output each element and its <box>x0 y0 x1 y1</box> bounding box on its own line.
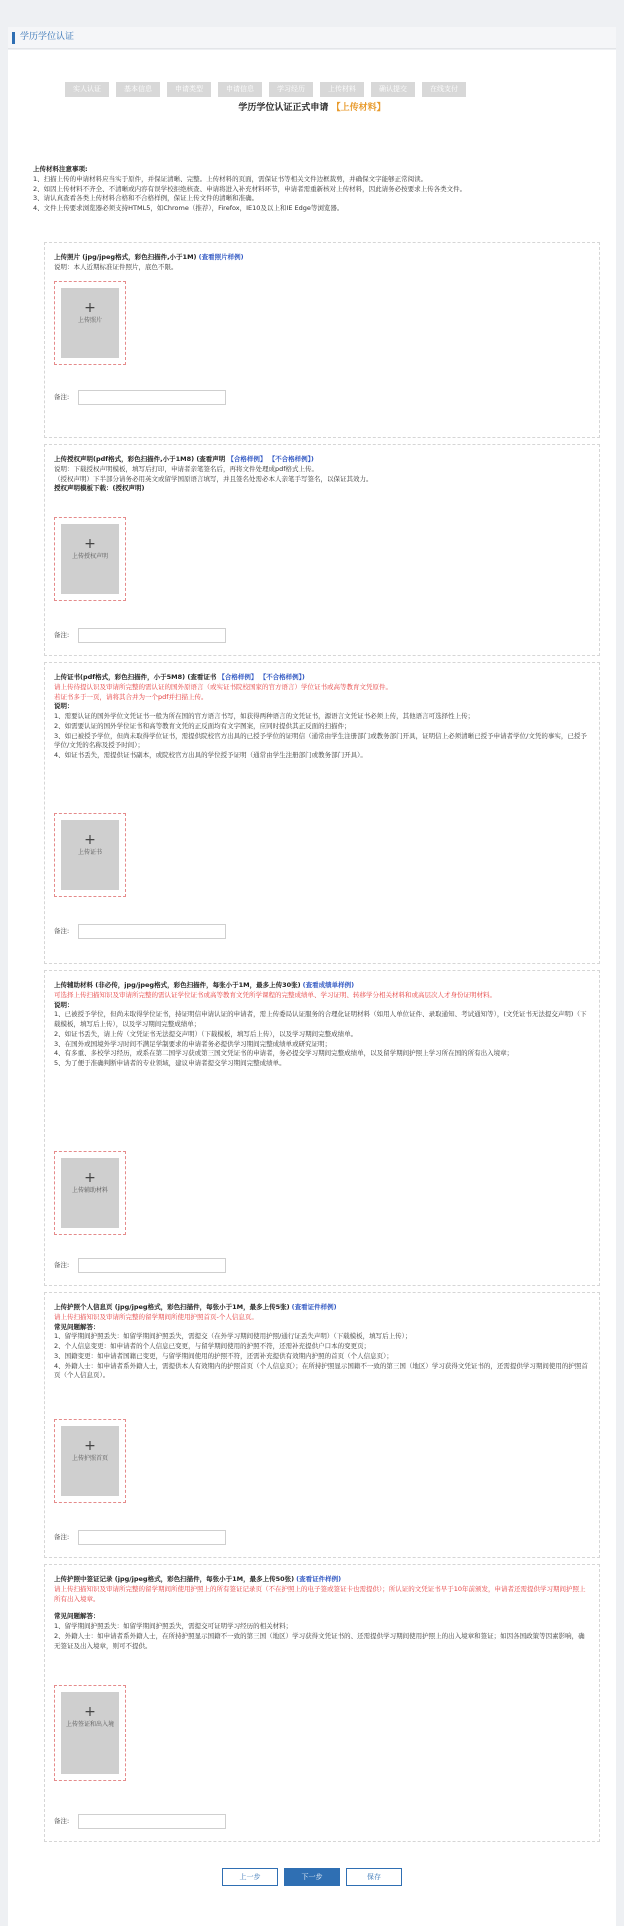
section-line: 2、如需要认证的国外学位证书和高等教育文凭的正反面均有文字图案，应同时提供其正反面的扫描件； <box>54 721 351 730</box>
section-passport <box>44 1292 600 1558</box>
remark-label: 备注: <box>54 1533 70 1541</box>
plus-icon: + <box>84 1170 96 1186</box>
section-title: 上传照片 (jpg/jpeg格式，彩色扫描件,小于1M) <box>54 253 197 261</box>
notice-item: 4、文件上传要求浏览器必须支持HTML5，如Chrome（推荐），Firefox，IE10及以上和IE Edge等浏览器。 <box>33 204 344 212</box>
notice-item: 3、请认真查看各类上传材料合格和不合格样例，保证上传文件的清晰和准确。 <box>33 194 259 203</box>
upload-notice <box>33 165 593 214</box>
section-visa <box>44 1564 600 1842</box>
section-line: 4、如证书丢失，需提供证书副本，或院校官方出具的学位授予证明（通常由学生注册部门或教务部门开具）。 <box>54 751 367 759</box>
section-line: 4、外籍人士：如申请者系外籍人士，需提供本人有效期内的护照首页（个人信息页）；在所持护照显示国籍不一致的第三国（地区）学习获得文凭证书的，还需提供学习期间使用的护照首页（个人信息页）。 <box>54 1361 588 1380</box>
form-title-text: 学历学位认证正式申请 <box>238 103 329 113</box>
upload-visa-button[interactable] <box>54 1685 126 1781</box>
step-8: 在线支付 <box>422 82 466 97</box>
remark-input[interactable] <box>78 390 226 405</box>
section-line: 若证书多于一页，请将其合并为一个pdf并扫描上传。 <box>54 692 208 701</box>
remark-input[interactable] <box>78 1814 226 1829</box>
notice-title: 上传材料注意事项: <box>33 165 88 173</box>
section-line: 说明：下载授权声明模板，填写后打印，申请者亲笔签名后，再将文件处理成pdf格式上传。 <box>54 464 319 473</box>
remark-input[interactable] <box>78 1530 226 1545</box>
sample-link[interactable]: (查看证件样例) <box>296 1575 342 1583</box>
notice-item: 1、扫描上传的申请材料应当实于原件，并保证清晰、完整。上传材料的页面，需保证书等相关文件边框裁剪，并确保文字能够正常阅读。 <box>33 174 428 183</box>
section-certificate <box>44 662 600 964</box>
upload-label: 上传辅助材料 <box>71 1187 108 1194</box>
section-line: 3、在国外或国境外学习时间不满足学制要求的申请者务必提供学习期间完整成绩单或研究证明； <box>54 1039 332 1048</box>
notice-item: 2、如因上传材料不齐全、不清晰或内容有误学校拒绝核查、申请将进入补充材料环节，申请者需重新核对上传材料，因此请务必按要求上传各类文件。 <box>33 184 467 193</box>
upload-photo-button[interactable] <box>54 281 126 365</box>
section-line: 2、如证书丢失，请上传（文凭证书无法提交声明）（下载模板，填写后上传），以及学习期间完整成绩单。 <box>54 1029 358 1038</box>
upload-label: 上传证书 <box>77 849 102 856</box>
form-title-accent: 【上传材料】 <box>331 103 386 113</box>
page-header <box>8 27 616 49</box>
step-1: 实人认证 <box>65 82 109 97</box>
sample-link[interactable]: (查看成绩单样例) <box>302 981 355 989</box>
section-title: 上传辅助材料 (非必传，jpg/jpeg格式，彩色扫描件，每张小于1M，最多上传30张) <box>54 981 301 989</box>
step-5: 学习经历 <box>269 82 313 97</box>
remark-label: 备注: <box>54 1817 70 1825</box>
upload-label: 上传照片 <box>77 317 102 324</box>
section-authorization <box>44 444 600 656</box>
section-line: 1、留学期间护照丢失：如留学期间护照丢失，需提交可证明学习经历的相关材料； <box>54 1622 293 1630</box>
remark-label: 备注: <box>54 631 70 639</box>
step-7: 确认提交 <box>371 82 415 97</box>
section-line: 说明：本人近期标准证件照片，底色不限。 <box>54 262 178 271</box>
remark-row <box>54 631 76 641</box>
section-line: 1、已被授予学位，但尚未取得学位证书，持证明信申请认证的申请者，需上传委局认证服务的合理化证明材料（如用人单位证件、录取通知、考试通知等），(文凭证书无法提交声明)（下载模板，填写后上传），以及学习期间完整成绩单； <box>54 1010 587 1028</box>
section-line: 2、外籍人士：如申请者系外籍人士，在所持护照显示国籍不一致的第三国（地区）学习获得文凭证书的、还需提供学习期间使用护照上的出入境章和签证；如因各国政策等因素影响，确无签证及出入境章，则可不提供。 <box>54 1631 585 1650</box>
section-line: 3、如已被授予学位，但尚未取得学位证书，需提供院校官方出具的已授予学位的证明信（通常由学生注册部门或教务部门开具，证明信上必须清晰已授予申请者学位/文凭的事实，已授予学位/文凭的名称及授予时间）； <box>54 731 587 750</box>
upload-certificate-button[interactable] <box>54 813 126 897</box>
remark-row <box>54 927 76 937</box>
plus-icon: + <box>84 832 96 848</box>
upload-label: 上传护照首页 <box>71 1455 108 1462</box>
step-3: 申请类型 <box>167 82 211 97</box>
save-button[interactable]: 保存 <box>346 1868 402 1886</box>
step-4: 申请信息 <box>218 82 262 97</box>
remark-input[interactable] <box>78 628 226 643</box>
remark-label: 备注: <box>54 1261 70 1269</box>
section-photo <box>44 242 600 438</box>
section-title: 上传授权声明(pdf格式，彩色扫描件,小于1M8) (查看声明 <box>54 455 226 463</box>
plus-icon: + <box>84 300 96 316</box>
upload-auxiliary-button[interactable] <box>54 1151 126 1235</box>
prev-button[interactable]: 上一步 <box>222 1868 278 1886</box>
step-2: 基本信息 <box>116 82 160 97</box>
remark-label: 备注: <box>54 927 70 935</box>
plus-icon: + <box>84 1704 96 1720</box>
remark-row <box>54 1817 76 1827</box>
form-title <box>8 102 616 116</box>
section-line: 常见问题解答： <box>54 1322 100 1331</box>
upload-label: 上传授权声明 <box>71 553 108 560</box>
section-line: 5、为了便于准确判断申请者的专业领域，建议申请者提交学习期间完整成绩单。 <box>54 1059 286 1067</box>
section-auxiliary <box>44 970 600 1286</box>
sample-link[interactable]: (查看照片样例) <box>198 253 244 261</box>
section-line: 请上传扫描知识及审请所完整的留学期间所使用护照首页-个人信息页。 <box>54 1312 258 1321</box>
template-download-link[interactable]: 授权声明模板下载：(授权声明) <box>54 484 145 493</box>
section-line: 说明： <box>54 702 74 711</box>
remark-row <box>54 1533 76 1543</box>
section-title: 上传证书(pdf格式，彩色扫描件，小于5M8) (查看证书 <box>54 673 217 681</box>
sample-link[interactable]: 【合格样例】 【不合格样例】) <box>218 673 305 681</box>
section-line: 请上传待提认识及审请所完整的需认证的国外原语言（或实证书院校国家的官方语言）学位证书或高等教育文凭原件。 <box>54 682 392 691</box>
section-line: 2、个人信息变更：如申请者的个人信息已变更，与留学期间使用的护照不符，还需补充提供户口本的变更页； <box>54 1342 371 1350</box>
sample-link[interactable]: 【合格样例】 【不合格样例】) <box>227 455 314 463</box>
action-bar <box>0 1868 624 1886</box>
section-title: 上传护照个人信息页 (jpg/jpeg格式，彩色扫描件，每张小于1M，最多上传5张) <box>54 1303 290 1311</box>
section-title: 上传护照中签证记录 (jpg/jpeg格式，彩色扫描件，每张小于1M，最多上传50张) <box>54 1575 295 1583</box>
header-accent-bar <box>12 32 15 44</box>
plus-icon: + <box>84 1438 96 1454</box>
remark-input[interactable] <box>78 924 226 939</box>
upload-authorization-button[interactable] <box>54 517 126 601</box>
next-button[interactable]: 下一步 <box>284 1868 340 1886</box>
section-line: （授权声明）下半部分请务必用英文或留学国原语言填写，并且签名处需必本人亲笔手写签名，以保证其效力。 <box>54 474 373 483</box>
section-line: 3、国籍变更：如申请者国籍已变更，与留学期间使用的护照不符，还需补充提供有效期内护照的首页（个人信息页）； <box>54 1351 393 1360</box>
main-panel <box>8 50 616 1926</box>
section-line: 1、留学期间护照丢失：如留学期间护照丢失，需提交（在外学习期间使用护照/通行证丢失声明）（下载模板，填写后上传）； <box>54 1332 412 1341</box>
remark-row <box>54 1261 76 1271</box>
remark-input[interactable] <box>78 1258 226 1273</box>
remark-label: 备注: <box>54 393 70 401</box>
section-line: 可选择上传扫描知识及审请所完整的需认证学位证书或高等教育文凭所学课程的完整成绩单、学习证明、转移学分相关材料和或高层次人才身份证明材料。 <box>54 990 496 999</box>
section-line: 4、有多重、多校学习经历，或系在第二国学习获或第三国文凭证书的申请者，务必提交学习期间完整成绩单，以及留学期间护照上学习所在国的所有出入境章； <box>54 1049 514 1058</box>
page-title: 学历学位认证 <box>20 32 75 42</box>
plus-icon: + <box>84 536 96 552</box>
section-line: 请上传扫描知识及审请所完整的留学期间所使用护照上的所有签证记录页（不在护照上的电子签或签证卡也需提供）；所认证的文凭证书早于10年前颁发，申请者还需提供学习期间护照上所有出入境章。 <box>54 1584 586 1603</box>
section-line: 说明： <box>54 1000 74 1009</box>
sample-link[interactable]: (查看证件样例) <box>291 1303 337 1311</box>
step-6: 上传材料 <box>320 82 364 97</box>
upload-passport-button[interactable] <box>54 1419 126 1503</box>
remark-row <box>54 393 76 403</box>
section-line: 1、需要认证的国外学位文凭证书一般为所在国的官方语言书写，如获得两种语言的文凭证书，源语言文凭证书必须上传，其他语言可选择性上传； <box>54 712 475 720</box>
upload-label: 上传签证和出入境 <box>65 1721 114 1728</box>
section-line: 常见问题解答： <box>54 1612 100 1621</box>
